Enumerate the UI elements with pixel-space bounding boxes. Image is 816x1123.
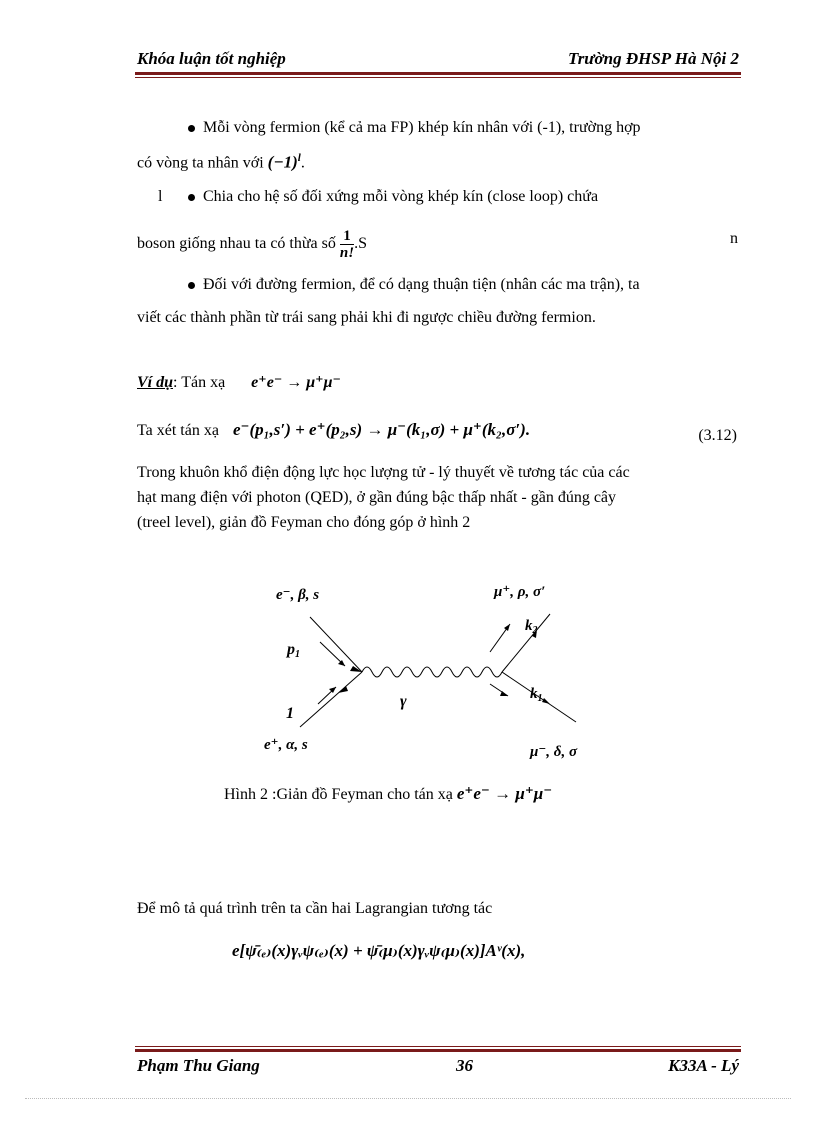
feynman-diagram <box>240 572 600 772</box>
footer-rule-thin <box>135 1046 741 1047</box>
margin-l: l <box>158 188 163 205</box>
header-rule-thin <box>135 77 741 78</box>
rule-item-3: Đối với đường fermion, để có dạng thuận tiện (nhân các ma trận), ta <box>188 276 640 294</box>
rule-item-2: Chia cho hệ số đối xứng mỗi vòng khép kín (close loop) chứa <box>188 188 598 206</box>
label-gamma: γ <box>400 693 407 710</box>
label-muon-plus: μ⁺, ρ, σ′ <box>494 584 546 600</box>
label-one: 1 <box>286 705 294 722</box>
equation-number: (3.12) <box>698 427 737 444</box>
paragraph-line-1: Trong khuôn khổ điện động lực học lượng tử - lý thuyết về tương tác của các <box>137 464 630 481</box>
paragraph-line-2: hạt mang điện với photon (QED), ở gần đúng bậc thấp nhất - gần đúng cây <box>137 489 617 506</box>
label-p1: p1 <box>287 641 300 660</box>
sign-formula: (−1) <box>267 152 298 172</box>
label-electron-in: e⁻, β, s <box>276 587 320 603</box>
example-process: e⁺e⁻ → μ⁺μ⁻ <box>251 374 341 391</box>
footer-rule <box>135 1049 741 1052</box>
lagrangian-intro: Để mô tả quá trình trên ta cần hai Lagrangian tương tác <box>137 900 493 917</box>
electron-line-top <box>310 617 362 672</box>
paragraph-line-3: (treel level), giản đồ Feyman cho đóng góp ở hình 2 <box>137 514 471 531</box>
equation-line: Ta xét tán xạ e⁻(p₁,s′) + e⁺(p₂,s) → μ⁻(k₁,σ) + μ⁺(k₂,σ′). <box>137 420 531 439</box>
label-k2: $k_2$ <box>525 618 538 636</box>
equation-formula: e⁻(p₁,s′) + e⁺(p₂,s) → μ⁻(k₁,σ) + μ⁺(k₂,σ′). <box>232 420 531 439</box>
example-label: Ví dụ <box>137 374 174 391</box>
header-left: Khóa luận tốt nghiệp <box>137 49 286 68</box>
rule-item-3-cont: viết các thành phần từ trái sang phải khi đi ngược chiều đường fermion. <box>137 309 596 326</box>
figure-caption: Hình 2 :Giản đồ Feyman cho tán xạ e⁺e⁻ → μ⁺μ⁻ <box>224 784 553 803</box>
positron-line-bottom <box>300 672 362 727</box>
example-line: Ví dụ: Tán xạ e⁺e⁻ → μ⁺μ⁻ <box>137 374 341 391</box>
label-k1: $k_1$ <box>530 686 543 704</box>
header-rule <box>135 72 741 75</box>
bullet-icon <box>188 282 195 289</box>
photon-wavy-line <box>362 667 502 677</box>
label-positron-in: e⁺, α, s <box>264 737 308 753</box>
symmetry-fraction: $\frac{1}{n!}$ <box>339 228 355 261</box>
rule-item-1-cont: có vòng ta nhân với $(-1)^l$. <box>137 152 305 172</box>
page-edge-dotted <box>25 1098 791 1099</box>
bullet-icon <box>188 194 195 201</box>
footer-author: Phạm Thu Giang <box>137 1056 260 1075</box>
bullet-icon <box>188 125 195 132</box>
rule-item-1: Mỗi vòng fermion (kể cả ma FP) khép kín nhân với (-1), trường hợp <box>188 119 641 137</box>
page-number: 36 <box>456 1056 473 1075</box>
margin-n: n <box>730 230 738 247</box>
label-muon-minus: μ⁻, δ, σ <box>530 744 578 760</box>
header-right: Trường ĐHSP Hà Nội 2 <box>567 49 739 68</box>
footer-class: K33A - Lý <box>668 1056 739 1075</box>
lagrangian-formula: e[ψ̄₍ₑ₎(x)γᵥψ₍ₑ₎(x) + ψ̄₍μ₎(x)γᵥψ₍μ₎(x)]Aᵛ(x), <box>232 941 526 960</box>
rule-item-2-cont: boson giống nhau ta có thừa số $\frac{1}{n!}$ .S <box>137 228 367 261</box>
